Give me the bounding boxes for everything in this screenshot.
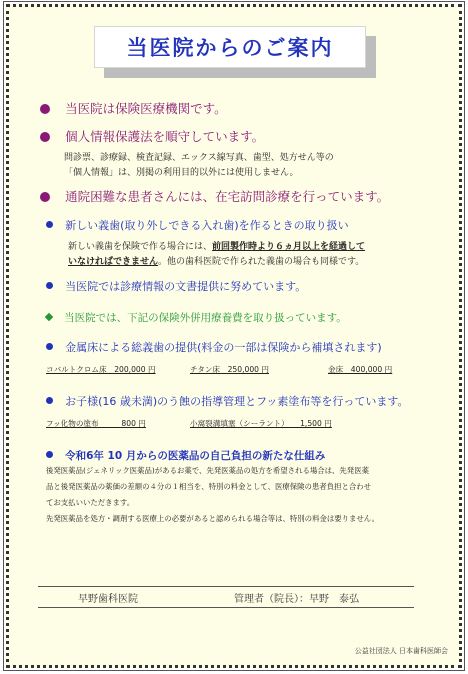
- title-banner: [94, 26, 376, 76]
- denture-heading: 新しい義歯(取り外しできる入れ歯)を作るときの取り扱い: [65, 219, 349, 232]
- item-home-visit: [40, 186, 389, 205]
- price-fluoride: フッ化物の塗布 800 円: [46, 419, 146, 428]
- clinic-manager: 管理者（院長）：早野 泰弘: [234, 594, 359, 605]
- item-combined-care: [46, 306, 347, 325]
- denture-body-2b: 。他の歯科医院で作られた義歯の場合も同様です。: [158, 257, 365, 267]
- price-sealant: 小窩裂溝填塞（シーラント） 1,500 円: [190, 419, 332, 428]
- footer-signature: [38, 586, 414, 608]
- diamond-icon: [45, 312, 53, 320]
- reiwa-line-2: 品と後発医薬品の薬価の差額の４分の１相当を、特別の料金として、医療保険の患者負担と合わせ: [46, 482, 372, 491]
- bullet-icon: [46, 221, 53, 228]
- page-title: 当医院からのご案内: [126, 36, 334, 60]
- item-insurance: [40, 98, 227, 117]
- item-metal-base: [46, 336, 382, 355]
- item-reiwa: [46, 444, 325, 463]
- metal-base-heading: 金属床による総義歯の提供(料金の一部は保険から補填されます): [65, 341, 382, 354]
- bullet-icon: [46, 282, 53, 289]
- bullet-icon: [46, 451, 53, 458]
- bullet-icon: [46, 343, 53, 350]
- bullet-icon: [40, 192, 50, 202]
- denture-body-line-1: [68, 239, 365, 252]
- denture-body-1b: 前回製作時より６ヵ月以上を経過して: [212, 242, 366, 252]
- reiwa-line-3: てお支払いいただきます。: [46, 498, 135, 507]
- privacy-text: 個人情報保護法を順守しています。: [65, 129, 265, 144]
- reiwa-heading: 令和6年 10 月からの医薬品の自己負担の新たな仕組み: [65, 450, 326, 462]
- item-denture: [46, 214, 349, 233]
- combined-care-text: 当医院では、下記の保険外併用療養費を取り扱っています。: [64, 312, 347, 324]
- privacy-detail-1: 問診票、診療録、検査記録、エックス線写真、歯型、処方せん等の: [64, 153, 334, 163]
- price-cobalt: コバルトクロム床 200,000 円: [46, 365, 156, 374]
- home-visit-text: 通院困難な患者さんには、在宅訪問診療を行っています。: [65, 189, 390, 204]
- reiwa-line-4: 先発医薬品を処方・調剤する医療上の必要があると認められる場合等は、特別の料金は要りません。: [46, 514, 380, 523]
- document-info-text: 当医院では診療情報の文書提供に努めています。: [65, 280, 307, 293]
- title-box: [94, 26, 366, 68]
- denture-body-1a: 新しい義歯を保険で作る場合には、: [68, 242, 213, 252]
- item-children: [46, 390, 409, 409]
- bullet-icon: [46, 397, 53, 404]
- association-name: 公益社団法人 日本歯科医師会: [354, 647, 448, 655]
- denture-body-line-2: [68, 254, 364, 267]
- insurance-text: 当医院は保険医療機関です。: [65, 101, 227, 116]
- reiwa-line-1: 後発医薬品(ジェネリック医薬品)があるお薬で、先発医薬品の処方を希望される場合は、先発医薬: [46, 466, 369, 475]
- bullet-icon: [40, 104, 50, 114]
- clinic-name: 早野歯科医院: [78, 594, 138, 605]
- children-heading: お子様(16 歳未満)のう蝕の指導管理とフッ素塗布等を行っています。: [65, 395, 409, 408]
- item-document-info: [46, 275, 306, 294]
- bullet-icon: [40, 132, 50, 142]
- item-privacy: [40, 126, 264, 145]
- price-titanium: チタン床 250,000 円: [190, 365, 269, 374]
- price-gold: 金床 400,000 円: [328, 365, 393, 374]
- privacy-detail-2: 「個人情報」は、別掲の利用目的以外には使用しません。: [64, 168, 299, 178]
- denture-body-2a: いなければできません: [68, 257, 159, 267]
